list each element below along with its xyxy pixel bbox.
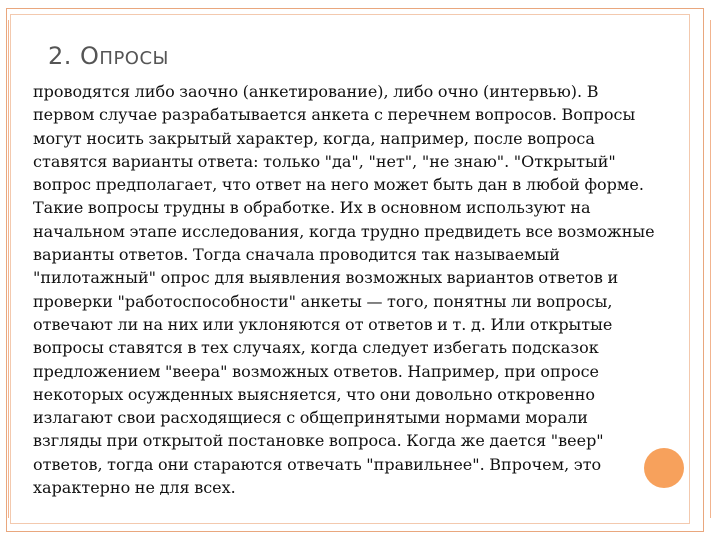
right-edge-line <box>710 20 711 518</box>
left-edge-line <box>8 20 9 518</box>
title-rest: ПРОСЫ <box>99 48 169 69</box>
decorative-circle <box>644 448 684 488</box>
title-lead: 2. О <box>48 42 100 70</box>
slide-title <box>48 42 169 70</box>
slide-body-text: проводятся либо заочно (анкетирование), либо очно (интервью). В первом случае разрабатывается анкета с перечнем вопросов. Вопросы могут носить закрытый характер, когда, например, после вопроса ставятся варианты ответа: только "да", "нет", "не знаю". "Открытый" вопрос предполагает, что ответ на него может быть дан в любой форме. Такие вопросы трудны в обработке. Их в основном используют на начальном этапе исследования, когда трудно предвидеть все возможные варианты ответов. Тогда сначала проводится так называемый "пилотажный" опрос для выявления возможных вариантов ответов и проверки "работоспособности" анкеты — того, понятны ли вопросы, отвечают ли на них или уклоняются от ответов и т. д. Или открытые вопросы ставятся в тех случаях, когда следует избегать подсказок предложением "веера" возможных ответов. Например, при опросе некоторых осужденных выясняется, что они довольно откровенно излагают свои расходящиеся с общепринятыми нормами морали взгляды при открытой постановке вопроса. Когда же дается "веер" ответов, тогда они стараются отвечать "правильнее". Впрочем, это характерно не для всех. <box>33 82 655 498</box>
